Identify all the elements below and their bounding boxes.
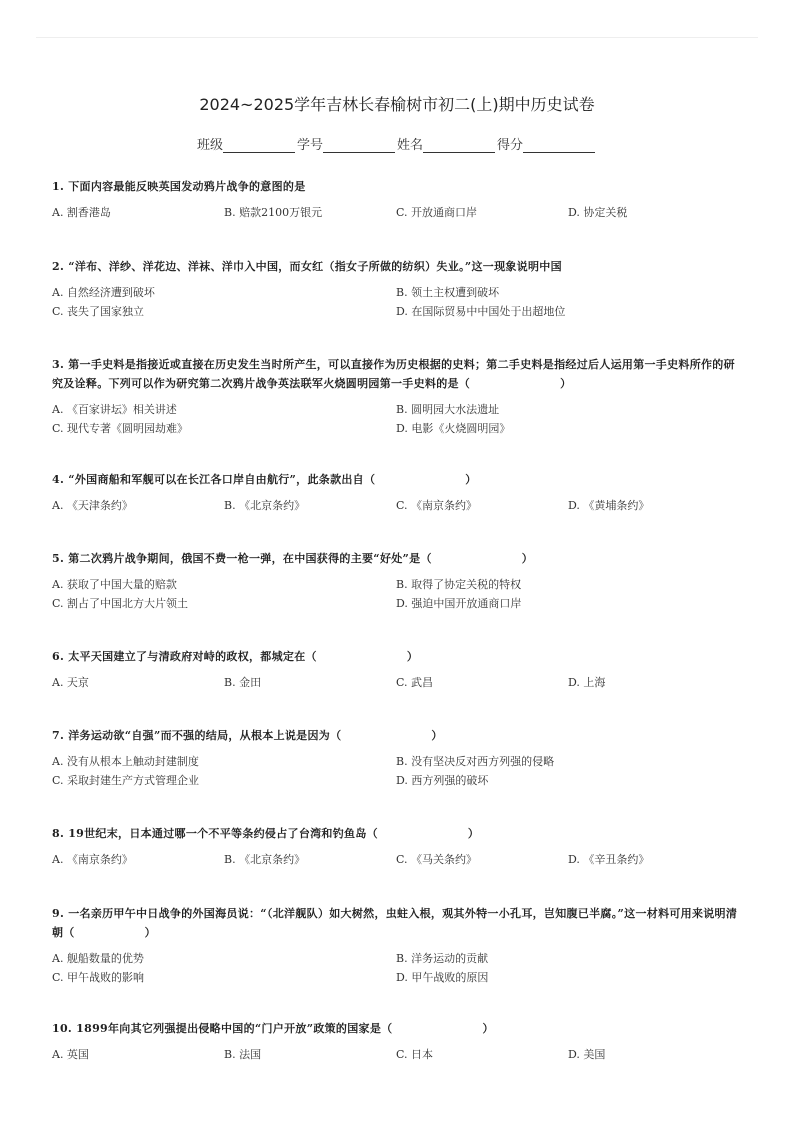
question-stem-wrapper bbox=[52, 726, 742, 745]
question-4 bbox=[52, 470, 742, 515]
class-label: 班级 bbox=[196, 138, 223, 153]
option-d[interactable]: D. 协定关税 bbox=[568, 206, 628, 219]
question-stem: 1. 下面内容最能反映英国发动鸦片战争的意图的是 bbox=[52, 180, 306, 193]
question-6 bbox=[52, 647, 742, 692]
question-stem: 10. 1899年向其它列强提出侵略中国的“门户开放”政策的国家是（ bbox=[52, 1022, 393, 1035]
option-d[interactable]: D. 西方列强的破坏 bbox=[396, 774, 489, 787]
option-d[interactable]: D. 美国 bbox=[568, 1048, 606, 1061]
name-blank[interactable] bbox=[423, 138, 495, 153]
exam-title: 2024~2025学年吉林长春榆树市初二(上)期中历史试卷 bbox=[199, 95, 595, 114]
student-info-line bbox=[0, 134, 794, 153]
option-b[interactable]: B. 赔款2100万银元 bbox=[224, 206, 323, 219]
score-blank[interactable] bbox=[523, 138, 595, 153]
option-a[interactable]: A. 《天津条约》 bbox=[52, 499, 133, 512]
question-stem-end: ） bbox=[406, 650, 419, 663]
option-a[interactable]: A. 自然经济遭到破坏 bbox=[52, 286, 155, 299]
option-b[interactable]: B. 领土主权遭到破坏 bbox=[396, 286, 500, 299]
option-a[interactable]: A. 《南京条约》 bbox=[52, 853, 133, 866]
name-label: 姓名 bbox=[397, 138, 424, 153]
question-stem-end: ） bbox=[431, 729, 443, 742]
question-stem-wrapper bbox=[52, 904, 742, 942]
option-b[interactable]: B. 法国 bbox=[224, 1048, 262, 1061]
option-d[interactable]: D. 在国际贸易中中国处于出超地位 bbox=[396, 305, 566, 318]
class-blank[interactable] bbox=[223, 138, 295, 153]
option-b[interactable]: B. 洋务运动的贡献 bbox=[396, 952, 489, 965]
option-a[interactable]: A. 天京 bbox=[52, 676, 89, 689]
option-a[interactable]: A. 舰船数量的优势 bbox=[52, 952, 144, 965]
question-1 bbox=[52, 177, 742, 222]
option-c[interactable]: C. 割占了中国北方大片领土 bbox=[52, 597, 189, 610]
option-d[interactable]: D. 《辛丑条约》 bbox=[568, 853, 650, 866]
question-5 bbox=[52, 549, 742, 613]
option-a[interactable]: A. 没有从根本上触动封建制度 bbox=[52, 755, 199, 768]
question-stem: 4. “外国商船和军舰可以在长江各口岸自由航行”，此条款出自（ bbox=[52, 473, 376, 486]
option-a[interactable]: A. 获取了中国大量的赔款 bbox=[52, 578, 177, 591]
question-stem: 7. 洋务运动欲“自强”而不强的结局，从根本上说是因为（ bbox=[52, 729, 342, 742]
option-a[interactable]: A. 《百家讲坛》相关讲述 bbox=[52, 403, 177, 416]
question-stem-wrapper bbox=[52, 549, 742, 568]
option-d[interactable]: D. 《黄埔条约》 bbox=[568, 499, 650, 512]
question-8 bbox=[52, 824, 742, 869]
name-field[interactable] bbox=[397, 134, 497, 153]
question-stem-end: ） bbox=[560, 377, 572, 390]
question-stem-wrapper bbox=[52, 355, 742, 393]
option-b[interactable]: B. 圆明园大水法遗址 bbox=[396, 403, 500, 416]
option-c[interactable]: C. 现代专著《圆明园劫难》 bbox=[52, 422, 189, 435]
question-3 bbox=[52, 355, 742, 438]
class-field[interactable] bbox=[197, 134, 297, 153]
question-stem: 3. 第一手史料是指接近或直接在历史发生当时所产生，可以直接作为历史根据的史料；第二手史料是指经过后人运用第一手史料所作的研究及诠释。下列可以作为研究第二次鸦片战争英法联军火烧圆明园第一手史料的是（ bbox=[52, 358, 735, 390]
option-d[interactable]: D. 甲午战败的原因 bbox=[396, 971, 489, 984]
question-stem-end: ） bbox=[467, 827, 480, 840]
header-divider bbox=[36, 37, 758, 38]
question-stem: 5. 第二次鸦片战争期间，俄国不费一枪一弹，在中国获得的主要“好处”是（ bbox=[52, 552, 432, 565]
option-b[interactable]: B. 《北京条约》 bbox=[224, 499, 306, 512]
question-10 bbox=[52, 1019, 742, 1064]
option-a[interactable]: A. 割香港岛 bbox=[52, 206, 111, 219]
option-b[interactable]: B. 取得了协定关税的特权 bbox=[396, 578, 522, 591]
option-b[interactable]: B. 《北京条约》 bbox=[224, 853, 306, 866]
question-stem: 2. “洋布、洋纱、洋花边、洋袜、洋巾入中国，而女红（指女子所做的纺织）失业。”这一现象说明中国 bbox=[52, 260, 562, 273]
student-id-blank[interactable] bbox=[323, 138, 395, 153]
option-c[interactable]: C. 采取封建生产方式管理企业 bbox=[52, 774, 200, 787]
option-b[interactable]: B. 没有坚决反对西方列强的侵略 bbox=[396, 755, 555, 768]
question-2 bbox=[52, 257, 742, 321]
option-d[interactable]: D. 上海 bbox=[568, 676, 606, 689]
option-c[interactable]: C. 武昌 bbox=[396, 676, 434, 689]
option-d[interactable]: D. 电影《火烧圆明园》 bbox=[396, 422, 511, 435]
option-c[interactable]: C. 甲午战败的影响 bbox=[52, 971, 145, 984]
question-stem: 8. 19世纪末，日本通过哪一个不平等条约侵占了台湾和钓鱼岛（ bbox=[52, 827, 378, 840]
student-id-field[interactable] bbox=[297, 134, 397, 153]
question-stem-end: ） bbox=[144, 926, 156, 939]
option-c[interactable]: C. 丧失了国家独立 bbox=[52, 305, 145, 318]
question-stem-end: ） bbox=[521, 552, 534, 565]
question-stem-end: ） bbox=[482, 1022, 494, 1035]
option-a[interactable]: A. 英国 bbox=[52, 1048, 89, 1061]
student-id-label: 学号 bbox=[296, 138, 323, 153]
question-7 bbox=[52, 726, 742, 790]
question-stem-end: ） bbox=[465, 473, 477, 486]
question-stem: 9. 一名亲历甲午中日战争的外国海员说：“（北洋舰队）如大树然，虫蛀入根，观其外特一小孔耳，岂知腹已半腐。”这一材料可用来说明清朝（ bbox=[52, 907, 738, 939]
option-c[interactable]: C. 《马关条约》 bbox=[396, 853, 478, 866]
question-9 bbox=[52, 904, 742, 987]
question-stem-wrapper bbox=[52, 824, 742, 843]
score-label: 得分 bbox=[497, 138, 524, 153]
question-stem-wrapper bbox=[52, 647, 742, 666]
score-field[interactable] bbox=[497, 134, 597, 153]
option-c[interactable]: C. 《南京条约》 bbox=[396, 499, 478, 512]
option-c[interactable]: C. 开放通商口岸 bbox=[396, 206, 478, 219]
option-d[interactable]: D. 强迫中国开放通商口岸 bbox=[396, 597, 522, 610]
option-c[interactable]: C. 日本 bbox=[396, 1048, 434, 1061]
question-stem: 6. 太平天国建立了与清政府对峙的政权，都城定在（ bbox=[52, 650, 317, 663]
option-b[interactable]: B. 金田 bbox=[224, 676, 262, 689]
question-stem-wrapper bbox=[52, 470, 742, 489]
question-stem-wrapper bbox=[52, 1019, 742, 1038]
